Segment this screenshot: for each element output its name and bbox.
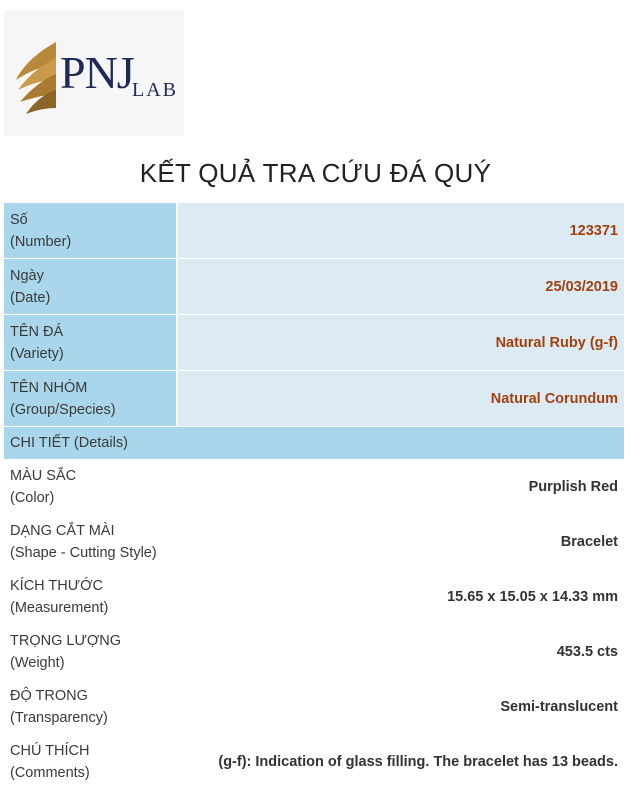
transparency-value: Semi-translucent bbox=[177, 679, 624, 734]
label-vi: TÊN ĐÁ bbox=[10, 323, 64, 340]
row-label bbox=[4, 203, 177, 259]
row-label bbox=[4, 734, 177, 789]
row-label bbox=[4, 624, 177, 679]
row-label bbox=[4, 371, 177, 427]
measurement-value: 15.65 x 15.05 x 14.33 mm bbox=[177, 569, 624, 624]
result-table bbox=[4, 203, 624, 789]
label-en: (Color) bbox=[10, 489, 55, 506]
label-vi: CHÚ THÍCH bbox=[10, 742, 90, 759]
details-header-label: CHI TIẾT (Details) bbox=[4, 427, 624, 460]
label-vi: Ngày bbox=[10, 267, 44, 284]
logo-brand-text: PNJ bbox=[60, 47, 134, 98]
row-date bbox=[4, 259, 624, 315]
variety-value: Natural Ruby (g-f) bbox=[177, 315, 624, 371]
row-label bbox=[4, 315, 177, 371]
label-en: (Variety) bbox=[10, 345, 64, 362]
label-en: (Group/Species) bbox=[10, 401, 116, 418]
label-en: (Number) bbox=[10, 233, 72, 250]
page-title: KẾT QUẢ TRA CỨU ĐÁ QUÝ bbox=[139, 158, 492, 188]
row-comments bbox=[4, 734, 624, 789]
label-en: (Weight) bbox=[10, 654, 65, 671]
color-value: Purplish Red bbox=[177, 459, 624, 514]
row-label bbox=[4, 679, 177, 734]
label-en: (Shape - Cutting Style) bbox=[10, 544, 157, 561]
logo-lab-text: LAB bbox=[132, 79, 178, 101]
label-vi: DẠNG CẮT MÀI bbox=[10, 522, 115, 539]
details-section-header bbox=[4, 427, 624, 460]
label-vi: MÀU SẮC bbox=[10, 467, 77, 484]
row-measurement bbox=[4, 569, 624, 624]
group-species-value: Natural Corundum bbox=[177, 371, 624, 427]
label-vi: KÍCH THƯỚC bbox=[10, 577, 104, 594]
row-group-species bbox=[4, 371, 624, 427]
row-color bbox=[4, 459, 624, 514]
pnj-lab-logo[interactable] bbox=[4, 10, 184, 136]
row-transparency bbox=[4, 679, 624, 734]
label-en: (Comments) bbox=[10, 764, 90, 781]
label-en: (Measurement) bbox=[10, 599, 109, 616]
shape-value: Bracelet bbox=[177, 514, 624, 569]
row-label bbox=[4, 459, 177, 514]
comments-value: (g-f): Indication of glass filling. The bracelet has 13 beads. bbox=[177, 734, 624, 789]
row-number bbox=[4, 203, 624, 259]
row-label bbox=[4, 259, 177, 315]
row-variety bbox=[4, 315, 624, 371]
label-vi: Số bbox=[10, 211, 28, 228]
row-weight bbox=[4, 624, 624, 679]
label-en: (Transparency) bbox=[10, 709, 108, 726]
pnj-emblem-icon bbox=[8, 38, 58, 118]
number-value: 123371 bbox=[177, 203, 624, 259]
label-vi: ĐỘ TRONG bbox=[10, 687, 88, 704]
weight-value: 453.5 cts bbox=[177, 624, 624, 679]
label-vi: TRỌNG LƯỢNG bbox=[10, 632, 122, 649]
row-label bbox=[4, 569, 177, 624]
date-value: 25/03/2019 bbox=[177, 259, 624, 315]
label-vi: TÊN NHÓM bbox=[10, 379, 88, 396]
label-en: (Date) bbox=[10, 289, 51, 306]
row-label bbox=[4, 514, 177, 569]
row-shape-cutting-style bbox=[4, 514, 624, 569]
